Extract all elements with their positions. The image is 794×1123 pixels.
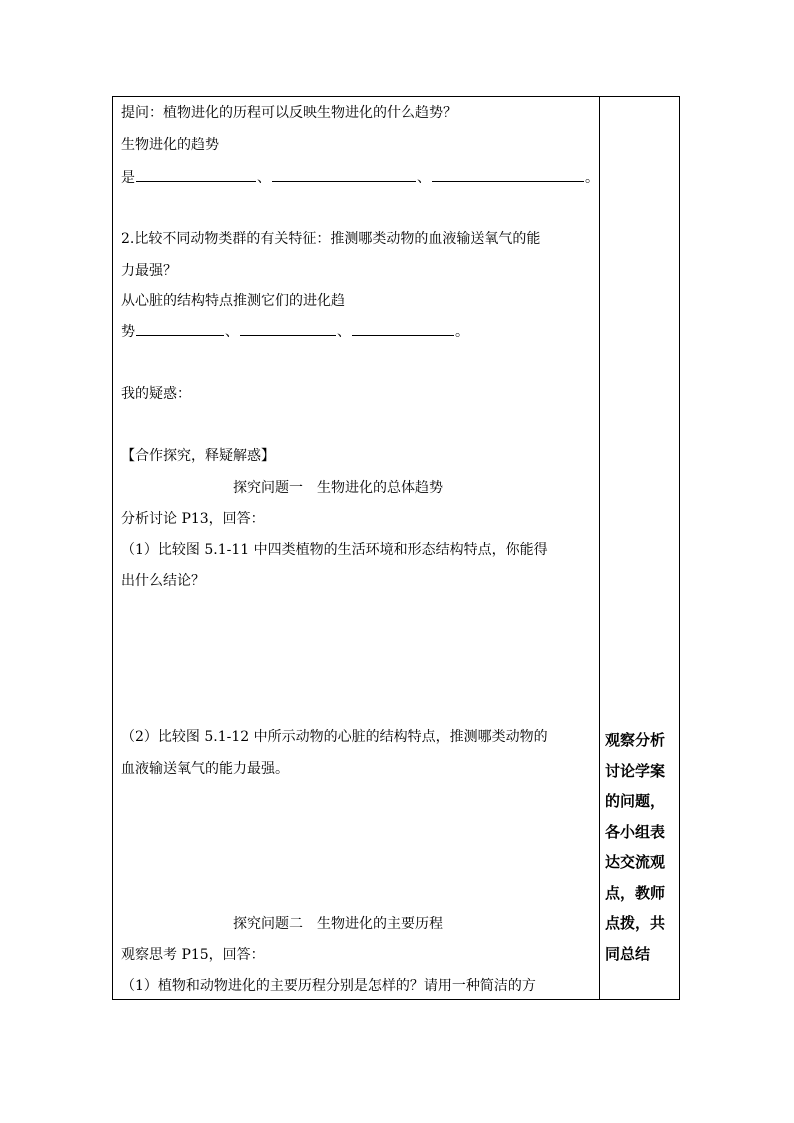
answer-blank[interactable]	[136, 167, 256, 182]
answer-blank[interactable]	[240, 321, 336, 336]
teacher-note-line: 同总结	[605, 944, 651, 963]
topic-2-title: 探究问题二 生物进化的主要历程	[233, 916, 443, 932]
answer-blank[interactable]	[352, 321, 454, 336]
item-2-line-2: 血液输送氧气的能力最强。	[121, 761, 289, 777]
teacher-note-line: 讨论学案	[605, 761, 666, 780]
heart-intro: 从心脏的结构特点推测它们的进化趋	[121, 293, 345, 309]
trend-intro: 生物进化的趋势	[121, 137, 219, 153]
topic-1-title: 探究问题一 生物进化的总体趋势	[233, 480, 443, 496]
item-2-line-1: （2）比较图 5.1-12 中所示动物的心脏的结构特点，推测哪类动物的	[121, 729, 548, 745]
teacher-note-line: 各小组表	[605, 822, 666, 841]
heart-answer-line	[121, 321, 469, 342]
answer-blank[interactable]	[136, 321, 224, 336]
teacher-note-line: 观察分析	[605, 731, 666, 749]
teacher-note-line: 达交流观	[605, 853, 666, 871]
separator: 、	[417, 170, 431, 186]
worksheet-table	[112, 96, 680, 1000]
my-doubts-label: 我的疑惑：	[121, 386, 191, 402]
analysis-instruction: 分析讨论 P13，回答：	[121, 511, 265, 527]
question-2-line-2: 力最强？	[121, 263, 177, 279]
teacher-note-line: 点，教师	[605, 883, 666, 902]
separator: 、	[337, 324, 351, 340]
answer-blank[interactable]	[432, 167, 584, 182]
teacher-note-line: 点拨，共	[605, 914, 666, 932]
section-heading: 【合作探究，释疑解惑】	[121, 448, 275, 464]
end-mark: 。	[455, 324, 469, 340]
column-divider	[599, 97, 600, 999]
end-mark: 。	[585, 170, 599, 186]
trend-prefix: 是	[121, 170, 135, 186]
item-3-line-1: （1）植物和动物进化的主要历程分别是怎样的？请用一种简洁的方	[121, 978, 536, 994]
trend-answer-line	[121, 167, 599, 188]
heart-prefix: 势	[121, 324, 135, 340]
teacher-note-line: 的问题，	[605, 792, 666, 810]
separator: 、	[225, 324, 239, 340]
observe-instruction: 观察思考 P15，回答：	[121, 947, 265, 963]
item-1-line-2: 出什么结论？	[121, 573, 205, 589]
answer-blank[interactable]	[272, 167, 416, 182]
item-1-line-1: （1）比较图 5.1-11 中四类植物的生活环境和形态结构特点，你能得	[121, 542, 548, 558]
teacher-notes-column	[605, 725, 677, 969]
separator: 、	[257, 170, 271, 186]
question-2-line-1: 2.比较不同动物类群的有关特征：推测哪类动物的血液输送氧气的能	[121, 231, 541, 247]
question-prompt: 提问：植物进化的历程可以反映生物进化的什么趋势？	[121, 105, 457, 121]
